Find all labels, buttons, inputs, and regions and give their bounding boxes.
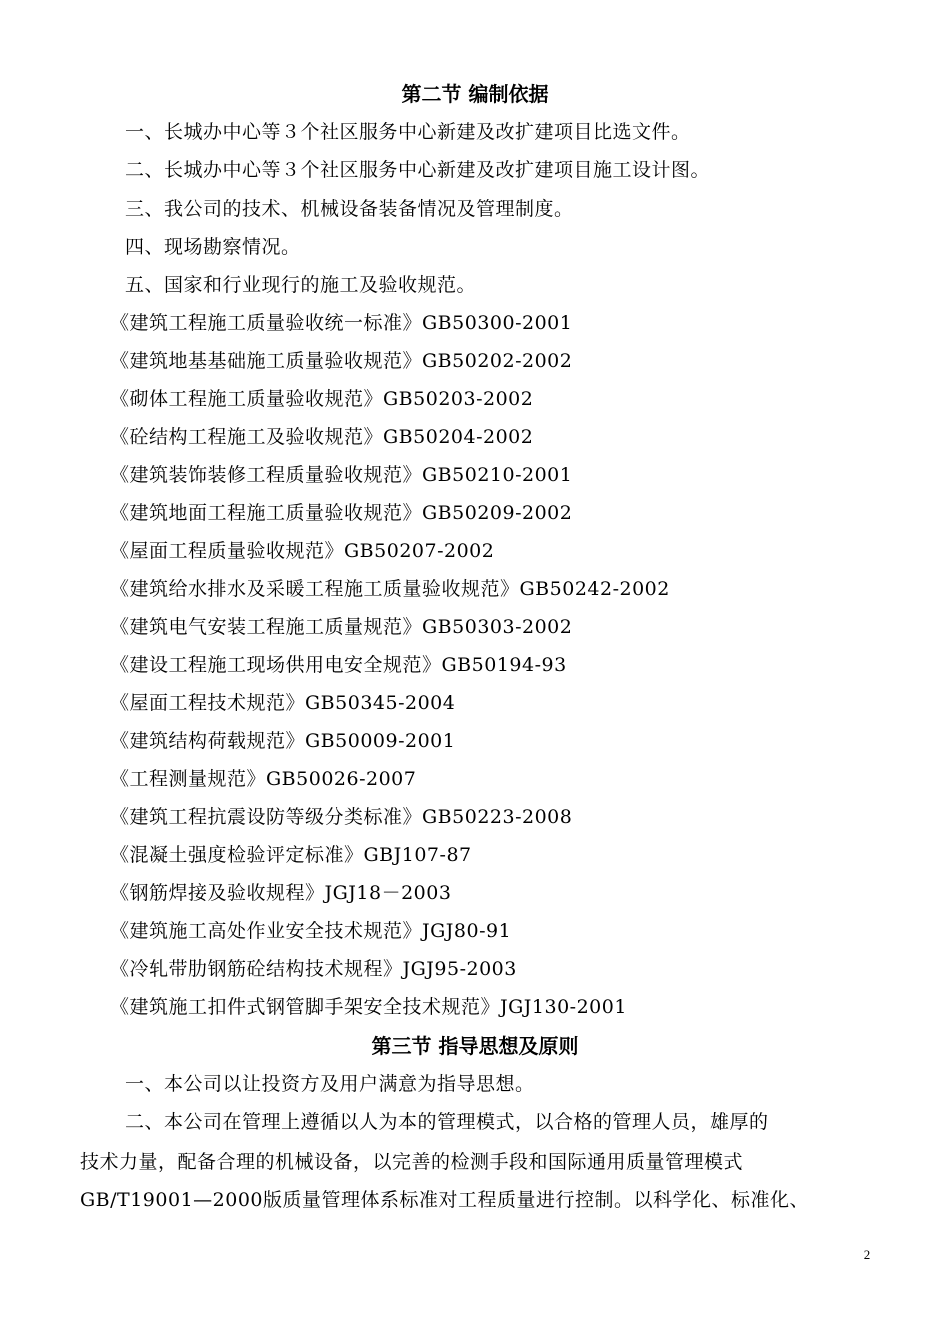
- basis-item-4: 四、现场勘察情况。: [125, 236, 301, 258]
- basis-item-5: 五、国家和行业现行的施工及验收规范。: [125, 274, 477, 296]
- principle-item-2-line-2: 技术力量，配备合理的机械设备，以完善的检测手段和国际通用质量管理模式: [80, 1151, 744, 1173]
- section-heading-guiding-principles: 第三节 指导思想及原则: [371, 1034, 579, 1058]
- page-number: 2: [863, 1247, 871, 1262]
- standard-item: 《建筑给水排水及采暖工程施工质量验收规范》GB50242-2002: [110, 578, 670, 600]
- standard-item: 《砌体工程施工质量验收规范》GB50203-2002: [110, 388, 534, 410]
- standard-item: 《建筑工程施工质量验收统一标准》GB50300-2001: [110, 312, 573, 334]
- standard-item: 《建筑地基基础施工质量验收规范》GB50202-2002: [110, 350, 573, 372]
- section-heading-basis: 第二节 编制依据: [401, 82, 549, 106]
- standard-item: 《建筑施工扣件式钢管脚手架安全技术规范》JGJ130-2001: [110, 996, 627, 1018]
- standard-item: 《建设工程施工现场供用电安全规范》GB50194-93: [110, 654, 567, 676]
- standard-item: 《建筑装饰装修工程质量验收规范》GB50210-2001: [110, 464, 573, 486]
- basis-item-1: 一、长城办中心等３个社区服务中心新建及改扩建项目比选文件。: [125, 121, 691, 143]
- standard-item: 《冷轧带肋钢筋砼结构技术规程》JGJ95-2003: [110, 958, 517, 980]
- standard-item: 《屋面工程质量验收规范》GB50207-2002: [110, 540, 495, 562]
- principle-item-2-line-3: GB/T19001—2000版质量管理体系标准对工程质量进行控制。以科学化、标准化、: [80, 1189, 810, 1211]
- standard-item: 《屋面工程技术规范》GB50345-2004: [110, 692, 456, 714]
- standard-item: 《工程测量规范》GB50026-2007: [110, 768, 417, 790]
- standard-item: 《建筑地面工程施工质量验收规范》GB50209-2002: [110, 502, 573, 524]
- standard-item: 《钢筋焊接及验收规程》JGJ18－2003: [110, 882, 452, 904]
- standard-item: 《建筑施工高处作业安全技术规范》JGJ80-91: [110, 920, 512, 942]
- principle-item-2-line-1: 二、本公司在管理上遵循以人为本的管理模式，以合格的管理人员，雄厚的: [125, 1111, 769, 1133]
- standard-item: 《建筑结构荷载规范》GB50009-2001: [110, 730, 456, 752]
- basis-item-2: 二、长城办中心等３个社区服务中心新建及改扩建项目施工设计图。: [125, 159, 711, 181]
- standard-item: 《建筑电气安装工程施工质量规范》GB50303-2002: [110, 616, 573, 638]
- basis-item-3: 三、我公司的技术、机械设备装备情况及管理制度。: [125, 198, 574, 220]
- principle-item-1: 一、本公司以让投资方及用户满意为指导思想。: [125, 1073, 535, 1095]
- standard-item: 《混凝土强度检验评定标准》GBJ107-87: [110, 844, 472, 866]
- standard-item: 《砼结构工程施工及验收规范》GB50204-2002: [110, 426, 534, 448]
- standard-item: 《建筑工程抗震设防等级分类标准》GB50223-2008: [110, 806, 573, 828]
